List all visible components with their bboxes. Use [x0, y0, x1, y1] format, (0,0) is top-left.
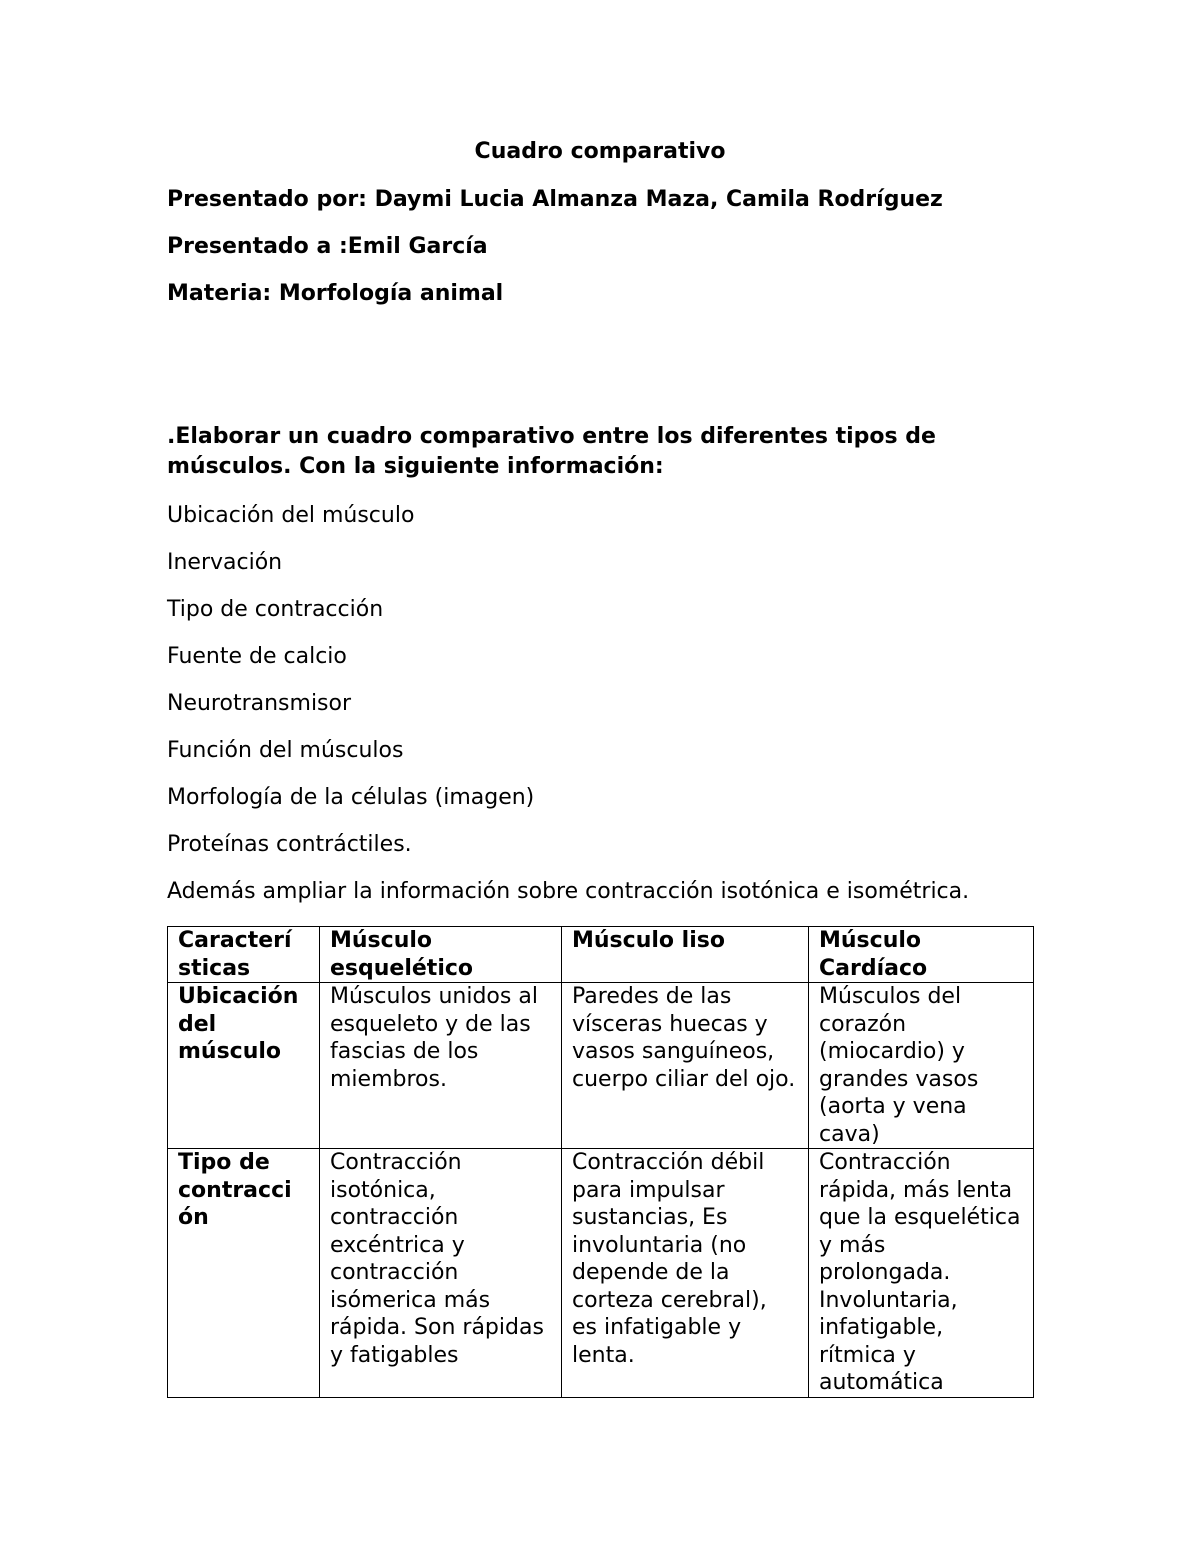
comparison-table: [167, 926, 1034, 1398]
document-title: Cuadro comparativo: [474, 139, 726, 164]
row-label-ubicacion: Ubicación del músculo: [168, 983, 320, 1149]
presented-to: Presentado a :Emil García: [167, 234, 488, 259]
list-item-neurotransmisor: Neurotransmisor: [167, 691, 352, 716]
header-musculo-liso: Músculo liso: [562, 927, 809, 983]
presented-by: Presentado por: Daymi Lucia Almanza Maza, Camila Rodríguez: [167, 187, 943, 212]
table-cell: Músculos unidos al esqueleto y de las fascias de los miembros.: [320, 983, 562, 1149]
list-item-tipo-contraccion: Tipo de contracción: [167, 597, 384, 622]
list-item-ubicacion: Ubicación del músculo: [167, 503, 415, 528]
list-item-morfologia: Morfología de la células (imagen): [167, 785, 535, 810]
table-cell: Músculos del corazón (miocardio) y grandes vasos (aorta y vena cava): [809, 983, 1034, 1149]
table-row: [168, 983, 1034, 1149]
table-header-row: [168, 927, 1034, 983]
table-cell: Paredes de las vísceras huecas y vasos sanguíneos, cuerpo ciliar del ojo.: [562, 983, 809, 1149]
table-cell: Contracción débil para impulsar sustancias, Es involuntaria (no depende de la corteza cerebral), es infatigable y lenta.: [562, 1149, 809, 1398]
table-cell: Contracción isotónica, contracción excéntrica y contracción isómerica más rápida. Son rápidas y fatigables: [320, 1149, 562, 1398]
subject: Materia: Morfología animal: [167, 281, 504, 306]
instruction-paragraph: .Elaborar un cuadro comparativo entre los diferentes tipos de músculos. Con la siguiente información:: [167, 424, 936, 479]
header-caracteristicas: Caracterí sticas: [168, 927, 320, 983]
header-musculo-cardiaco: Músculo Cardíaco: [809, 927, 1034, 983]
extra-instruction: Además ampliar la información sobre contracción isotónica e isométrica.: [167, 879, 970, 904]
header-musculo-esqueletico: Músculo esquelético: [320, 927, 562, 983]
list-item-fuente-calcio: Fuente de calcio: [167, 644, 347, 669]
row-label-tipo-contraccion: Tipo de contracci ón: [168, 1149, 320, 1398]
table-row: [168, 1149, 1034, 1398]
table-cell: Contracción rápida, más lenta que la esquelética y más prolongada. Involuntaria, infatigable, rítmica y automática: [809, 1149, 1034, 1398]
list-item-inervacion: Inervación: [167, 550, 283, 575]
list-item-proteinas: Proteínas contráctiles.: [167, 832, 412, 857]
list-item-funcion: Función del músculos: [167, 738, 404, 763]
